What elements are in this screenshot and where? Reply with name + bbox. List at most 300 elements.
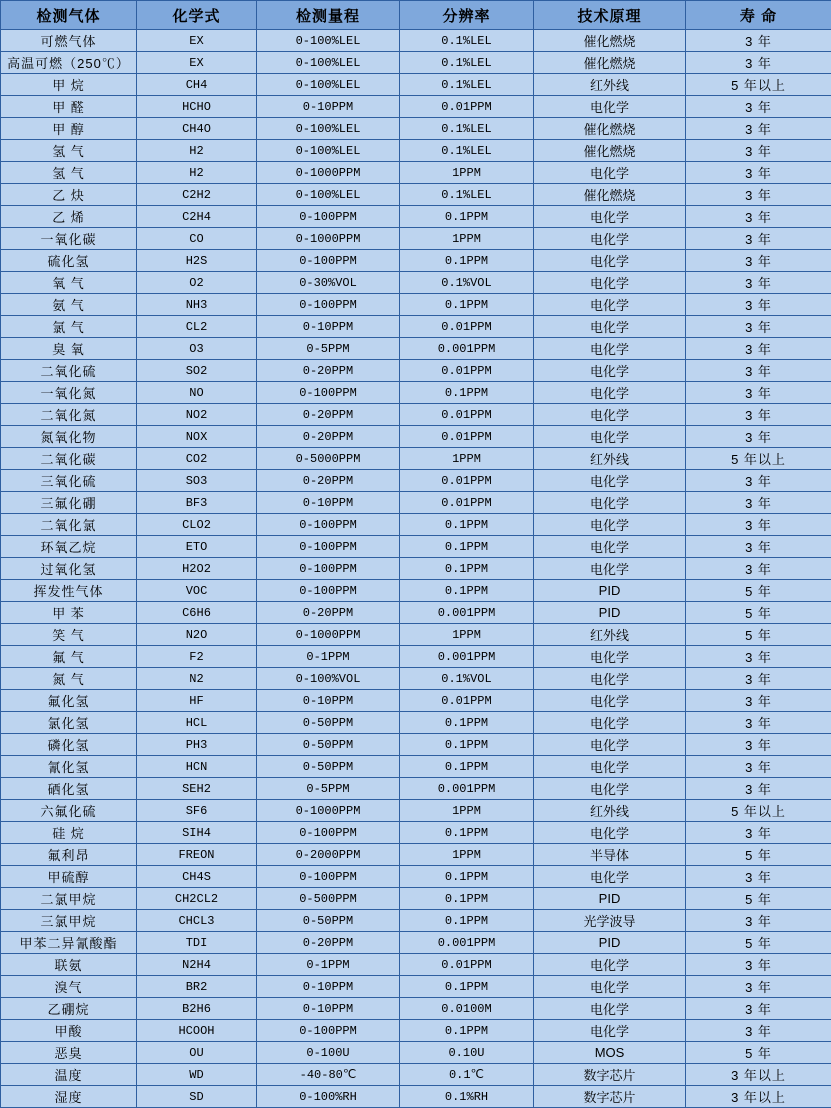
cell-formula: BR2 — [137, 976, 257, 998]
cell-formula: TDI — [137, 932, 257, 954]
cell-life: 3 年 — [686, 646, 831, 668]
cell-formula: HCHO — [137, 96, 257, 118]
cell-principle: 催化燃烧 — [534, 118, 686, 140]
cell-gas-name: 一氧化氮 — [1, 382, 137, 404]
cell-range: 0-1PPM — [257, 954, 400, 976]
cell-range: 0-100%LEL — [257, 30, 400, 52]
cell-formula: HCN — [137, 756, 257, 778]
column-header-principle: 技术原理 — [534, 1, 686, 30]
cell-gas-name: 溴气 — [1, 976, 137, 998]
cell-principle: 电化学 — [534, 250, 686, 272]
cell-range: 0-50PPM — [257, 910, 400, 932]
cell-gas-name: 二氧化氮 — [1, 404, 137, 426]
table-row — [1, 1020, 831, 1042]
cell-formula: SD — [137, 1086, 257, 1108]
cell-life: 3 年 — [686, 250, 831, 272]
cell-resolution: 1PPM — [400, 448, 534, 470]
cell-formula: CO — [137, 228, 257, 250]
table-row — [1, 118, 831, 140]
table-row — [1, 844, 831, 866]
table-row — [1, 646, 831, 668]
cell-gas-name: 湿度 — [1, 1086, 137, 1108]
cell-life: 3 年 — [686, 316, 831, 338]
cell-formula: WD — [137, 1064, 257, 1086]
cell-formula: HCL — [137, 712, 257, 734]
cell-principle: 电化学 — [534, 778, 686, 800]
cell-principle: 电化学 — [534, 756, 686, 778]
cell-principle: 电化学 — [534, 470, 686, 492]
cell-gas-name: 恶臭 — [1, 1042, 137, 1064]
cell-range: 0-10PPM — [257, 976, 400, 998]
cell-life: 5 年 — [686, 844, 831, 866]
cell-resolution: 0.01PPM — [400, 470, 534, 492]
cell-range: 0-1000PPM — [257, 800, 400, 822]
column-header-formula: 化学式 — [137, 1, 257, 30]
cell-range: 0-100PPM — [257, 514, 400, 536]
cell-resolution: 0.1PPM — [400, 206, 534, 228]
header-row — [1, 1, 831, 30]
cell-principle: 电化学 — [534, 96, 686, 118]
cell-range: 0-50PPM — [257, 756, 400, 778]
cell-formula: O2 — [137, 272, 257, 294]
cell-resolution: 0.1%VOL — [400, 272, 534, 294]
cell-formula: VOC — [137, 580, 257, 602]
cell-resolution: 0.0100M — [400, 998, 534, 1020]
cell-gas-name: 氮氧化物 — [1, 426, 137, 448]
cell-principle: 催化燃烧 — [534, 52, 686, 74]
cell-range: 0-5PPM — [257, 338, 400, 360]
cell-range: 0-5000PPM — [257, 448, 400, 470]
table-row — [1, 866, 831, 888]
cell-resolution: 0.01PPM — [400, 404, 534, 426]
cell-life: 3 年 — [686, 294, 831, 316]
cell-resolution: 0.1PPM — [400, 888, 534, 910]
cell-resolution: 0.1%VOL — [400, 668, 534, 690]
table-row — [1, 910, 831, 932]
cell-principle: 电化学 — [534, 822, 686, 844]
cell-gas-name: 过氧化氢 — [1, 558, 137, 580]
cell-gas-name: 磷化氢 — [1, 734, 137, 756]
cell-principle: 电化学 — [534, 646, 686, 668]
cell-principle: 数字芯片 — [534, 1086, 686, 1108]
cell-resolution: 0.1PPM — [400, 1020, 534, 1042]
cell-life: 3 年 — [686, 1020, 831, 1042]
cell-formula: EX — [137, 30, 257, 52]
cell-principle: 电化学 — [534, 272, 686, 294]
cell-gas-name: 高温可燃（250℃） — [1, 52, 137, 74]
cell-resolution: 1PPM — [400, 624, 534, 646]
table-row — [1, 382, 831, 404]
cell-gas-name: 硒化氢 — [1, 778, 137, 800]
table-row — [1, 514, 831, 536]
cell-principle: PID — [534, 602, 686, 624]
cell-principle: 红外线 — [534, 624, 686, 646]
table-row — [1, 74, 831, 96]
cell-range: 0-100%RH — [257, 1086, 400, 1108]
cell-formula: EX — [137, 52, 257, 74]
cell-resolution: 0.001PPM — [400, 338, 534, 360]
cell-formula: CH4 — [137, 74, 257, 96]
cell-formula: F2 — [137, 646, 257, 668]
cell-principle: 电化学 — [534, 426, 686, 448]
table-row — [1, 976, 831, 998]
cell-principle: 半导体 — [534, 844, 686, 866]
cell-range: 0-20PPM — [257, 404, 400, 426]
cell-principle: MOS — [534, 1042, 686, 1064]
column-header-life: 寿 命 — [686, 1, 831, 30]
cell-range: 0-1000PPM — [257, 624, 400, 646]
cell-range: 0-10PPM — [257, 316, 400, 338]
column-header-range: 检测量程 — [257, 1, 400, 30]
cell-gas-name: 乙 炔 — [1, 184, 137, 206]
cell-life: 3 年 — [686, 514, 831, 536]
cell-range: 0-100PPM — [257, 294, 400, 316]
cell-principle: 电化学 — [534, 316, 686, 338]
cell-formula: NOX — [137, 426, 257, 448]
cell-range: 0-10PPM — [257, 998, 400, 1020]
cell-formula: OU — [137, 1042, 257, 1064]
cell-life: 5 年 — [686, 1042, 831, 1064]
cell-gas-name: 三氟化硼 — [1, 492, 137, 514]
cell-range: 0-10PPM — [257, 492, 400, 514]
cell-resolution: 0.1PPM — [400, 976, 534, 998]
cell-resolution: 0.001PPM — [400, 602, 534, 624]
cell-principle: 催化燃烧 — [534, 30, 686, 52]
cell-life: 3 年 — [686, 558, 831, 580]
table-row — [1, 96, 831, 118]
cell-range: 0-100%LEL — [257, 184, 400, 206]
cell-range: 0-500PPM — [257, 888, 400, 910]
cell-resolution: 0.1PPM — [400, 866, 534, 888]
cell-principle: 电化学 — [534, 162, 686, 184]
table-row — [1, 294, 831, 316]
cell-resolution: 0.01PPM — [400, 426, 534, 448]
cell-gas-name: 甲 醛 — [1, 96, 137, 118]
cell-gas-name: 氟化氢 — [1, 690, 137, 712]
cell-resolution: 0.01PPM — [400, 96, 534, 118]
table-row — [1, 206, 831, 228]
cell-range: 0-100PPM — [257, 206, 400, 228]
cell-life: 3 年 — [686, 954, 831, 976]
cell-resolution: 1PPM — [400, 162, 534, 184]
cell-range: 0-100%LEL — [257, 52, 400, 74]
cell-life: 3 年 — [686, 162, 831, 184]
cell-life: 3 年 — [686, 734, 831, 756]
cell-resolution: 0.1PPM — [400, 382, 534, 404]
table-row — [1, 404, 831, 426]
cell-formula: SO3 — [137, 470, 257, 492]
table-row — [1, 228, 831, 250]
table-row — [1, 712, 831, 734]
table-row — [1, 184, 831, 206]
table-row — [1, 1086, 831, 1108]
cell-range: 0-10PPM — [257, 690, 400, 712]
cell-range: 0-100PPM — [257, 250, 400, 272]
cell-formula: N2O — [137, 624, 257, 646]
cell-formula: N2 — [137, 668, 257, 690]
cell-gas-name: 六氟化硫 — [1, 800, 137, 822]
cell-life: 3 年 — [686, 96, 831, 118]
cell-principle: 电化学 — [534, 866, 686, 888]
cell-life: 3 年 — [686, 404, 831, 426]
cell-range: 0-1000PPM — [257, 228, 400, 250]
table-row — [1, 338, 831, 360]
cell-resolution: 0.1%LEL — [400, 118, 534, 140]
cell-resolution: 0.1PPM — [400, 514, 534, 536]
cell-formula: N2H4 — [137, 954, 257, 976]
table-row — [1, 250, 831, 272]
cell-principle: 红外线 — [534, 74, 686, 96]
cell-life: 5 年 — [686, 888, 831, 910]
cell-range: 0-1000PPM — [257, 162, 400, 184]
cell-gas-name: 二氧化硫 — [1, 360, 137, 382]
table-row — [1, 448, 831, 470]
cell-formula: C2H4 — [137, 206, 257, 228]
cell-gas-name: 乙硼烷 — [1, 998, 137, 1020]
cell-formula: O3 — [137, 338, 257, 360]
cell-range: 0-100%LEL — [257, 140, 400, 162]
cell-formula: NO — [137, 382, 257, 404]
cell-formula: SF6 — [137, 800, 257, 822]
cell-life: 3 年 — [686, 206, 831, 228]
cell-gas-name: 氰化氢 — [1, 756, 137, 778]
cell-principle: 电化学 — [534, 360, 686, 382]
cell-range: 0-100PPM — [257, 822, 400, 844]
cell-gas-name: 二氧化碳 — [1, 448, 137, 470]
cell-principle: 电化学 — [534, 404, 686, 426]
cell-principle: 电化学 — [534, 228, 686, 250]
cell-principle: 电化学 — [534, 514, 686, 536]
cell-range: 0-20PPM — [257, 932, 400, 954]
cell-formula: B2H6 — [137, 998, 257, 1020]
cell-resolution: 0.1PPM — [400, 558, 534, 580]
cell-resolution: 0.01PPM — [400, 954, 534, 976]
cell-formula: SIH4 — [137, 822, 257, 844]
cell-life: 3 年 — [686, 272, 831, 294]
cell-gas-name: 乙 烯 — [1, 206, 137, 228]
table-row — [1, 602, 831, 624]
cell-life: 3 年 — [686, 866, 831, 888]
cell-gas-name: 臭 氧 — [1, 338, 137, 360]
cell-principle: 电化学 — [534, 954, 686, 976]
cell-range: 0-50PPM — [257, 712, 400, 734]
cell-resolution: 0.1%RH — [400, 1086, 534, 1108]
cell-principle: 电化学 — [534, 976, 686, 998]
cell-formula: H2O2 — [137, 558, 257, 580]
cell-gas-name: 氢 气 — [1, 162, 137, 184]
cell-gas-name: 温度 — [1, 1064, 137, 1086]
cell-principle: 红外线 — [534, 448, 686, 470]
cell-principle: 催化燃烧 — [534, 184, 686, 206]
cell-principle: 电化学 — [534, 536, 686, 558]
cell-formula: NH3 — [137, 294, 257, 316]
cell-gas-name: 甲酸 — [1, 1020, 137, 1042]
cell-range: 0-10PPM — [257, 96, 400, 118]
cell-life: 3 年 — [686, 690, 831, 712]
cell-formula: CHCL3 — [137, 910, 257, 932]
cell-formula: ETO — [137, 536, 257, 558]
cell-life: 5 年 — [686, 580, 831, 602]
cell-range: 0-20PPM — [257, 360, 400, 382]
cell-principle: PID — [534, 932, 686, 954]
cell-range: 0-30%VOL — [257, 272, 400, 294]
table-row — [1, 360, 831, 382]
cell-range: 0-1PPM — [257, 646, 400, 668]
cell-life: 3 年 — [686, 426, 831, 448]
table-row — [1, 690, 831, 712]
cell-principle: 电化学 — [534, 998, 686, 1020]
cell-range: 0-100%LEL — [257, 118, 400, 140]
cell-resolution: 0.1%LEL — [400, 30, 534, 52]
cell-formula: C2H2 — [137, 184, 257, 206]
cell-formula: CH4O — [137, 118, 257, 140]
table-row — [1, 624, 831, 646]
cell-life: 3 年 — [686, 976, 831, 998]
cell-life: 3 年 — [686, 360, 831, 382]
cell-principle: 催化燃烧 — [534, 140, 686, 162]
cell-formula: HCOOH — [137, 1020, 257, 1042]
cell-gas-name: 三氯甲烷 — [1, 910, 137, 932]
cell-life: 5 年 — [686, 602, 831, 624]
cell-gas-name: 笑 气 — [1, 624, 137, 646]
cell-gas-name: 一氧化碳 — [1, 228, 137, 250]
cell-range: 0-100%VOL — [257, 668, 400, 690]
cell-gas-name: 联氨 — [1, 954, 137, 976]
cell-principle: 电化学 — [534, 558, 686, 580]
cell-principle: 电化学 — [534, 734, 686, 756]
table-row — [1, 954, 831, 976]
column-header-resolution: 分辨率 — [400, 1, 534, 30]
cell-gas-name: 氮 气 — [1, 668, 137, 690]
table-row — [1, 140, 831, 162]
column-header-gas: 检测气体 — [1, 1, 137, 30]
cell-formula: H2S — [137, 250, 257, 272]
cell-resolution: 0.1℃ — [400, 1064, 534, 1086]
cell-formula: CL2 — [137, 316, 257, 338]
table-row — [1, 800, 831, 822]
cell-resolution: 0.1PPM — [400, 250, 534, 272]
cell-principle: 红外线 — [534, 800, 686, 822]
cell-resolution: 0.1PPM — [400, 712, 534, 734]
cell-resolution: 0.1PPM — [400, 910, 534, 932]
cell-range: 0-5PPM — [257, 778, 400, 800]
cell-resolution: 1PPM — [400, 800, 534, 822]
cell-resolution: 0.01PPM — [400, 316, 534, 338]
cell-formula: H2 — [137, 140, 257, 162]
cell-resolution: 0.1PPM — [400, 734, 534, 756]
cell-formula: BF3 — [137, 492, 257, 514]
cell-resolution: 0.01PPM — [400, 690, 534, 712]
cell-range: 0-100PPM — [257, 558, 400, 580]
cell-life: 3 年 — [686, 822, 831, 844]
table-row — [1, 162, 831, 184]
cell-principle: 数字芯片 — [534, 1064, 686, 1086]
cell-resolution: 0.1PPM — [400, 294, 534, 316]
cell-life: 5 年 — [686, 624, 831, 646]
table-row — [1, 272, 831, 294]
table-row — [1, 52, 831, 74]
table-row — [1, 1042, 831, 1064]
cell-life: 3 年 — [686, 338, 831, 360]
cell-resolution: 0.1%LEL — [400, 52, 534, 74]
table-row — [1, 932, 831, 954]
cell-life: 3 年 — [686, 52, 831, 74]
cell-range: 0-20PPM — [257, 426, 400, 448]
cell-gas-name: 甲硫醇 — [1, 866, 137, 888]
table-row — [1, 536, 831, 558]
table-row — [1, 778, 831, 800]
cell-resolution: 0.1PPM — [400, 756, 534, 778]
cell-range: 0-100PPM — [257, 580, 400, 602]
cell-range: 0-100%LEL — [257, 74, 400, 96]
cell-gas-name: 氟利昂 — [1, 844, 137, 866]
cell-gas-name: 甲 苯 — [1, 602, 137, 624]
cell-resolution: 0.01PPM — [400, 492, 534, 514]
cell-life: 3 年 — [686, 30, 831, 52]
cell-life: 3 年 — [686, 910, 831, 932]
cell-principle: 电化学 — [534, 206, 686, 228]
cell-resolution: 0.001PPM — [400, 646, 534, 668]
cell-gas-name: 硫化氢 — [1, 250, 137, 272]
cell-gas-name: 可燃气体 — [1, 30, 137, 52]
cell-gas-name: 甲苯二异氰酸酯 — [1, 932, 137, 954]
cell-principle: PID — [534, 580, 686, 602]
cell-formula: CH4S — [137, 866, 257, 888]
cell-life: 3 年 — [686, 470, 831, 492]
table-row — [1, 734, 831, 756]
cell-formula: C6H6 — [137, 602, 257, 624]
cell-formula: CO2 — [137, 448, 257, 470]
cell-gas-name: 氯化氢 — [1, 712, 137, 734]
table-row — [1, 888, 831, 910]
cell-life: 3 年 — [686, 712, 831, 734]
cell-range: 0-50PPM — [257, 734, 400, 756]
table-row — [1, 30, 831, 52]
cell-formula: CLO2 — [137, 514, 257, 536]
cell-formula: PH3 — [137, 734, 257, 756]
cell-gas-name: 氟 气 — [1, 646, 137, 668]
cell-life: 3 年 — [686, 756, 831, 778]
cell-gas-name: 硅 烷 — [1, 822, 137, 844]
cell-principle: 电化学 — [534, 690, 686, 712]
cell-principle: 电化学 — [534, 712, 686, 734]
cell-resolution: 0.1PPM — [400, 822, 534, 844]
cell-range: 0-20PPM — [257, 602, 400, 624]
cell-range: 0-100PPM — [257, 866, 400, 888]
cell-principle: 电化学 — [534, 338, 686, 360]
cell-gas-name: 氯 气 — [1, 316, 137, 338]
cell-life: 3 年 — [686, 492, 831, 514]
cell-principle: PID — [534, 888, 686, 910]
cell-life: 3 年 — [686, 778, 831, 800]
cell-resolution: 0.001PPM — [400, 932, 534, 954]
cell-gas-name: 甲 烷 — [1, 74, 137, 96]
cell-resolution: 0.1%LEL — [400, 184, 534, 206]
cell-resolution: 1PPM — [400, 228, 534, 250]
cell-range: 0-2000PPM — [257, 844, 400, 866]
table-row — [1, 316, 831, 338]
cell-life: 3 年以上 — [686, 1064, 831, 1086]
cell-life: 3 年 — [686, 118, 831, 140]
cell-formula: HF — [137, 690, 257, 712]
cell-life: 3 年 — [686, 382, 831, 404]
cell-formula: CH2CL2 — [137, 888, 257, 910]
cell-resolution: 0.001PPM — [400, 778, 534, 800]
cell-resolution: 0.10U — [400, 1042, 534, 1064]
cell-principle: 电化学 — [534, 294, 686, 316]
cell-formula: SEH2 — [137, 778, 257, 800]
cell-life: 3 年以上 — [686, 1086, 831, 1108]
